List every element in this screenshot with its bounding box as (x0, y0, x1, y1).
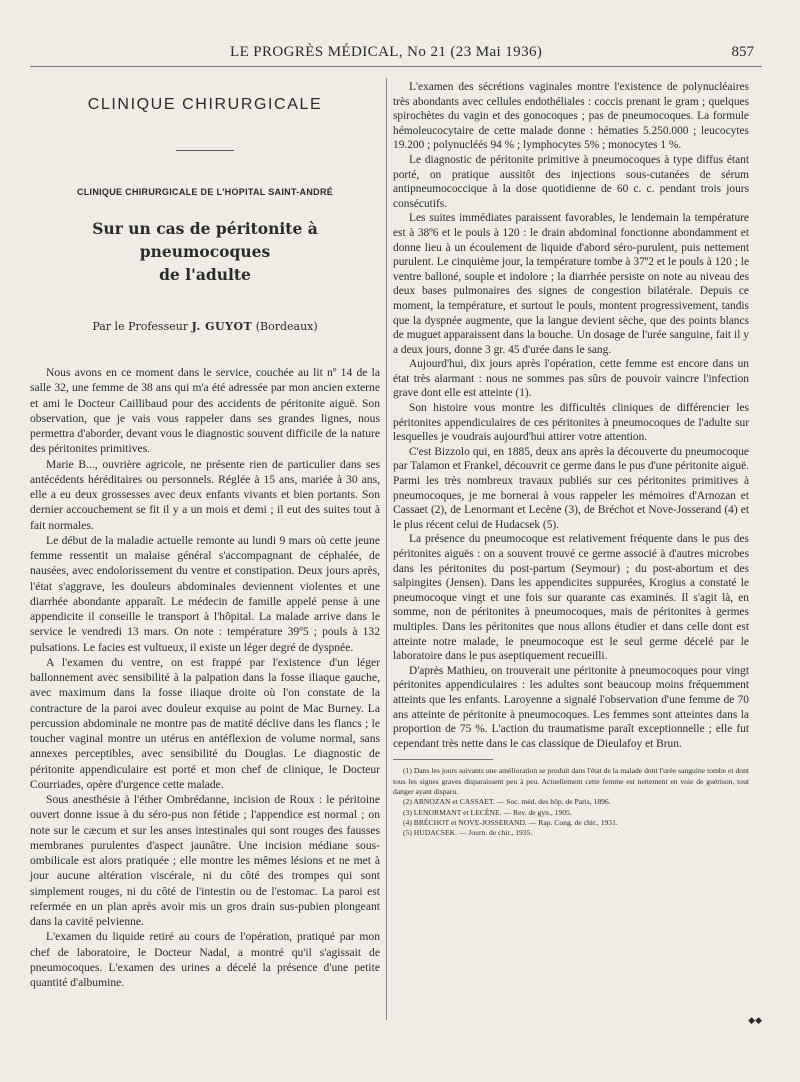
paragraph: L'examen des sécrétions vaginales montre l'existence de polynucléaires très abondants avec cellules endothéliales : coccis prenant le gram ; quelques spirochètes du vagin et des gonocoques ; pas de pneumocoques. La formule hémoleucocytaire de cette malade donne : hématies 5.250.000 ; leucocytes 19.200 ; polynucléés 94 % ; lymphocytes 5% ; monocytes 1 %. (393, 81, 749, 152)
paragraph: Le début de la maladie actuelle remonte au lundi 9 mars où cette jeune femme ressentit un malaise général s'accompagnant de céphalée, de nausées, avec endolorissement du ventre et constipation. Deux jours après, l'état s'aggrave, les douleurs abdominales deviennent violentes et une diarrhée abondante apparaît. Le médecin de famille appelé pense à une appendicite il conseille le transport à l'hôpital. La malade arrive dans le service le vendredi 13 mars. On note : température 39º5 ; pouls à 132 pulsations. Le facies est vultueux, il existe un léger degré de dyspnée. (30, 533, 380, 654)
paragraph: C'est Bizzolo qui, en 1885, deux ans après la découverte du pneumocoque par Talamon et Frankel, découvrit ce germe dans le pus d'une péritonite aiguë. Parmi les très nombreux travaux publiés sur ces péritonites primitives à pneumocoques, je me bornerai à vous rappeler les mémoires d'Arnozan et Cassaet (2), de Lenormant et Lecène (3), de Bréchot et Nove-Josserand (4) et le plus récent celui de Hudacsek (5). (393, 445, 749, 531)
section-title: CLINIQUE CHIRURGICALE (87, 96, 323, 113)
paragraph: L'examen du liquide retiré au cours de l'opération, pratiqué par mon chef de laboratoire, le Docteur Nadal, a montré qu'il s'agissait de pneumocoques. L'examen des urines a décelé la présence d'une petite quantité d'albumine. (30, 930, 380, 989)
paragraph: D'après Mathieu, on trouverait une péritonite à pneumocoques pour vingt péritonites appendiculaires : les adultes sont beaucoup moins fréquemment atteints que les enfants. Laroyenne a signalé l'observation d'une femme de 70 ans atteinte de péritonite à pneumocoques. Les femmes sont atteintes dans la proportion de 75 %. L'action du traumatisme paraît exceptionnelle ; elle fut cependant très nette dans le cas classique de Dieulafoy et Brun. (393, 664, 749, 750)
right-column (393, 80, 749, 838)
title-rule (176, 150, 234, 151)
paragraph: Son histoire vous montre les difficultés cliniques de différencier les péritonites appendiculaires de ces péritonites à pneumocoques de l'adulte sur lesquelles je voudrais aujourd'hui attirer votre attention. (393, 402, 749, 444)
footnote: (4) BRÉCHOT et NOVE-JOSSERAND. — Rap. Cong. de chir., 1931. (403, 817, 618, 827)
footnotes (393, 766, 749, 838)
author-city: (Bordeaux) (255, 320, 318, 333)
column-divider (386, 78, 387, 1020)
paragraph: Marie B..., ouvrière agricole, ne présente rien de particulier dans ses antécédents héréditaires ou personnels. Réglée à 15 ans, mariée à 30 ans, elle a eu deux grossesses avec deux enfants vivants et bien portants. Son dernier accouchement se fit il y a un mois et demi ; il eut des suites tout à fait normales. (30, 457, 380, 532)
running-head (40, 44, 760, 64)
footnote: (2) ARNOZAN et CASSAET. — Soc. méd. des hôp. de Paris, 1896. (403, 797, 611, 807)
footnote: (1) Dans les jours suivants une amélioration se produit dans l'état de la malade dont l'urée sanguine tombe et dont tous les signes graves disparaissent peu à peu. Actuellement cette femme est nettement en voie de guérison, tout danger ayant disparu. (393, 766, 749, 796)
left-body-text (30, 365, 380, 990)
paragraph: La présence du pneumocoque est relativement fréquente dans le pus des péritonites aiguës : on a souvent trouvé ce germe associé à d'autres microbes dans les péritonites du post-partum (Seymour) ; du post-abortum et des salpingites (Jensen). Dans les appendicites suppurées, Krogius a constaté le pneumocoque vingt et une fois sur quarante cas examinés. Il s'agit là, en somme, non de péritonites à pneumocoques, mais de péritonites à germes multiples. Dans les péritonites que nous allons étudier et dans celle dont est atteinte notre malade, le pneumocoque est le seul germe décelé par le laboratoire dans le pus aseptiquement recueilli. (393, 533, 749, 663)
paragraph: Aujourd'hui, dix jours après l'opération, cette femme est encore dans un état très alarmant : nous ne sommes pas sûrs de pouvoir vaincre l'infection grave dont elle est atteinte (1). (393, 358, 749, 400)
left-column (30, 80, 380, 990)
byline (30, 320, 380, 333)
end-ornament-icon: ◆◆ (748, 1016, 762, 1026)
paragraph: Nous avons en ce moment dans le service, couchée au lit nº 14 de la salle 32, une femme de 38 ans qui m'a été adressée par mon ancien externe et ami le Docteur Caillibaud pour des accidents de péritonite aiguë. Son observation, que je vais vous rappeler dans ses grandes lignes, nous permettra d'aborder, devant vous le diagnostic souvent difficile de la nature des péritonites primitives. (30, 366, 380, 456)
article-title-line-1: Sur un cas de péritonite à pneumocoques (92, 219, 318, 261)
paragraph: Sous anesthésie à l'éther Ombrédanne, incision de Roux : le péritoine ouvert donne issue à du séro-pus non fétide ; l'appendice est normal ; on note sur le cæcum et sur les anses intestinales qui sont rouges des fausses membranes purulentes d'aspect jaunâtre. Une incision médiane sous-ombilicale est alors pratiquée ; elle montre les mêmes lésions et ne met à jour aucune altération viscérale, ni du côté des trompes qui sont simplement rouges, ni du côté de l'intestin ou de l'estomac. La paroi est refermée en un plan après avoir mis un gros drain sus-pubien plongeant dans la cavité pelvienne. (30, 793, 380, 928)
author-name: J. GUYOT (191, 320, 253, 333)
right-body-text (393, 80, 749, 751)
footnote: (5) HUDACSEK. — Journ. de chir., 1935. (403, 828, 533, 838)
article-title-line-2: de l'adulte (159, 265, 251, 284)
byline-prefix: Par le Professeur (92, 320, 189, 333)
paragraph: Les suites immédiates paraissent favorables, le lendemain la température est à 38º6 et le pouls à 120 : le drain abdominal fonctionne abondamment et donne lieu à un écoulement de liquide d'abord séro-purulent, puis nettement purulent. Le cinquième jour, la température tombe à 37º2 et le pouls à 120 ; le ventre balloné, souple et indolore ; la diarrhée persiste on note au niveau des deux bases pulmonaires des signes de congestion bilatérale. Depuis ce moment, la température, et surtout le pouls, montent progressivement, tandis que la dyspnée augmente, que la langue devient sèche, que des points blancs de muguet apparaissent dans la bouche. Un dosage de l'urée sanguine, fait il y a deux jours, donne 3 gr. 45 d'urée dans le sang. (393, 212, 749, 356)
footnote: (3) LENORMANT et LECÈNE. — Rev. de gyn., 1905. (403, 807, 572, 817)
clinic-name: CLINIQUE CHIRURGICALE DE L'HOPITAL SAINT-ANDRÉ (76, 187, 334, 197)
article-title (30, 217, 380, 286)
footnote-rule (393, 759, 493, 760)
paragraph: A l'examen du ventre, on est frappé par l'existence d'un léger ballonnement avec sensibilité à la palpation dans la fosse iliaque gauche, avec maximum dans la fosse iliaque droite où l'on constate de la contracture de la paroi avec douleur exquise au point de Mac Burney. La percussion abdominale ne montre pas de matité déclive dans les flancs ; le toucher vaginal montre un utérus en antéflexion de volume normal, sans annexes perceptibles, avec sensibilité du Douglas. Le diagnostic de péritonite appendiculaire est porté et mon chef de clinique, le Docteur Courriades, opère d'urgence cette malade. (30, 655, 380, 791)
paragraph: Le diagnostic de péritonite primitive à pneumocoques à type diffus étant porté, on pratique aussitôt des injections sous-cutanées de sérum antipneumococcique à la dose quotidienne de 60 c. c. pendant trois jours consécutifs. (393, 153, 749, 210)
page-number: 857 (731, 44, 754, 60)
running-head-title: LE PROGRÈS MÉDICAL, No 21 (23 Mai 1936) (230, 44, 543, 60)
header-rule (30, 66, 762, 67)
